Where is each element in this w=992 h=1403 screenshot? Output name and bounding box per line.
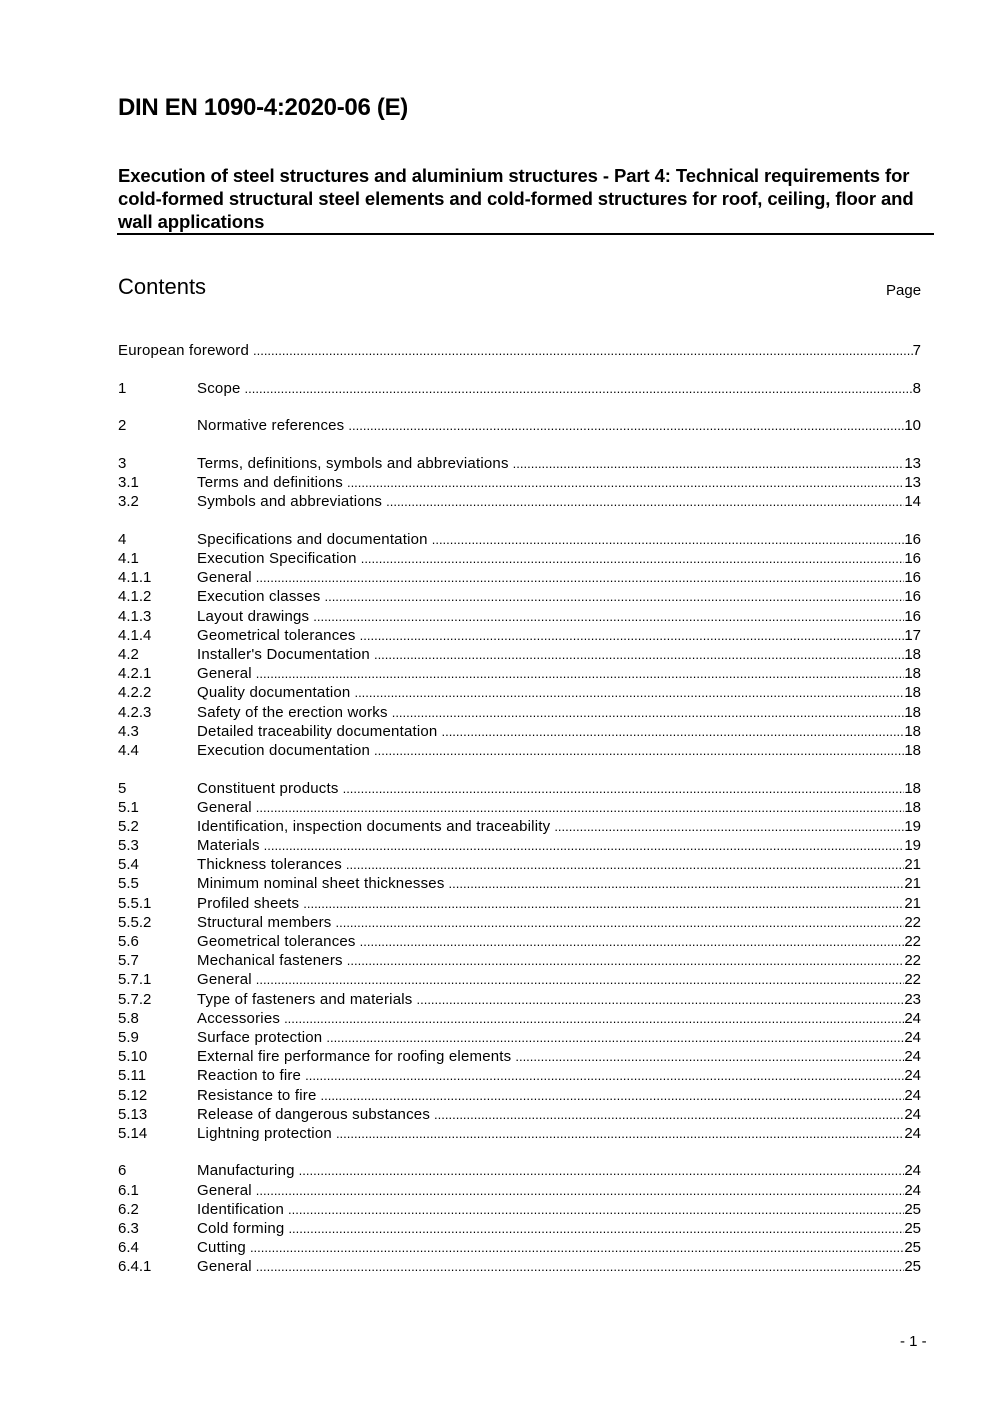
toc-entry-number: 5.13 [118, 1105, 148, 1123]
toc-dot-leader [361, 550, 905, 567]
toc-dot-leader [513, 455, 905, 472]
toc-entry-number: 6.4.1 [118, 1258, 152, 1276]
toc-entry-body [197, 1029, 921, 1046]
toc-entry-page: 24 [904, 1162, 921, 1180]
toc-group [118, 1160, 921, 1275]
toc-entry-title: Layout drawings [197, 607, 310, 625]
toc-entry-page: 21 [904, 894, 921, 912]
toc-entry-body [197, 780, 921, 797]
toc-entry[interactable] [118, 548, 921, 567]
toc-entry-body [197, 1258, 921, 1275]
toc-entry-page: 14 [904, 493, 921, 511]
toc-entry-page: 24 [904, 1124, 921, 1142]
toc-entry-page: 18 [904, 665, 921, 683]
toc-entry-body [197, 646, 921, 663]
toc-entry-number: 5.7.1 [118, 971, 152, 989]
toc-entry-number: 5.5.1 [118, 894, 152, 912]
toc-entry-page: 19 [904, 837, 921, 855]
toc-entry-page: 18 [904, 646, 921, 663]
toc-entry-number: 4.4 [118, 741, 139, 759]
toc-entry-title: Geometrical tolerances [197, 626, 356, 644]
toc-entry[interactable] [118, 873, 921, 892]
toc-dot-leader [256, 1182, 905, 1199]
toc-entry-title: Terms and definitions [197, 474, 343, 492]
toc-entry[interactable] [118, 912, 921, 931]
toc-entry-body [197, 417, 921, 434]
toc-dot-leader [392, 704, 905, 721]
toc-entry-title: Constituent products [197, 779, 339, 797]
toc-entry-number: 5.1 [118, 798, 139, 816]
toc-dot-leader [336, 1125, 904, 1142]
toc-dot-leader [374, 742, 904, 759]
toc-dot-leader [360, 933, 905, 950]
toc-dot-leader [374, 646, 904, 663]
document-title: DIN EN 1090-4:2020-06 (E) [118, 94, 408, 121]
toc-entry-title: Resistance to fire [197, 1086, 317, 1104]
toc-entry[interactable] [118, 491, 921, 510]
toc-entry-body [197, 799, 921, 816]
toc-entry-page: 22 [904, 971, 921, 989]
toc-entry-body [197, 1162, 921, 1179]
toc-entry-title: Materials [197, 837, 260, 855]
toc-dot-leader [284, 1010, 904, 1027]
toc-entry-page: 25 [904, 1239, 921, 1257]
toc-entry[interactable] [118, 1199, 921, 1218]
toc-entry-body [197, 665, 921, 682]
toc-entry-body [197, 704, 921, 721]
toc-entry-title: Cutting [197, 1239, 246, 1257]
toc-entry[interactable] [118, 472, 921, 491]
toc-group [118, 378, 921, 397]
toc-entry-page: 18 [904, 779, 921, 797]
toc-entry-number: 5.5 [118, 875, 139, 893]
toc-entry-title: General [197, 1258, 252, 1276]
document-subtitle: Execution of steel structures and aluminium structures - Part 4: Technical requirements for cold-formed structural steel elements and cold-formed structures for roof, ceiling, floor and wall applications [118, 165, 914, 232]
toc-entry-body [197, 1048, 921, 1065]
toc-entry[interactable] [118, 1218, 921, 1237]
toc-entry[interactable] [118, 1027, 921, 1046]
toc-group [118, 529, 921, 759]
toc-entry[interactable] [118, 1065, 921, 1084]
toc-entry[interactable] [118, 797, 921, 816]
toc-entry[interactable] [118, 1008, 921, 1027]
toc-dot-leader [313, 608, 904, 625]
toc-entry-number: 3 [118, 454, 127, 472]
toc-entry-page: 22 [904, 913, 921, 931]
toc-entry[interactable] [118, 969, 921, 988]
toc-entry-number: 4 [118, 530, 127, 548]
toc-entry-body [197, 531, 921, 548]
toc-entry-title: Thickness tolerances [197, 856, 342, 874]
toc-dot-leader [299, 1162, 905, 1179]
toc-dot-leader [256, 799, 905, 816]
toc-entry-body [197, 550, 921, 567]
toc-entry-number: 5.7.2 [118, 990, 152, 1008]
toc-dot-leader [256, 665, 905, 682]
toc-dot-leader [354, 684, 904, 701]
toc-entry-page: 24 [904, 1067, 921, 1085]
toc-entry-title: Scope [197, 379, 241, 397]
toc-entry-page: 18 [904, 722, 921, 740]
toc-entry[interactable] [118, 777, 921, 796]
toc-dot-leader [434, 1106, 904, 1123]
toc-entry-body [197, 837, 921, 854]
toc-entry-body [197, 991, 921, 1008]
toc-entry-title: General [197, 1181, 252, 1199]
toc-dot-leader [245, 380, 913, 397]
toc-entry-page: 22 [904, 952, 921, 970]
toc-entry-body [197, 474, 921, 491]
toc-entry-title: Profiled sheets [197, 894, 300, 912]
toc-dot-leader [343, 780, 905, 797]
toc-entry-body [118, 342, 921, 359]
toc-entry-number: 5.4 [118, 856, 139, 874]
toc-dot-leader [346, 856, 904, 873]
toc-entry-body [197, 895, 921, 912]
toc-entry-title: Release of dangerous substances [197, 1105, 431, 1123]
toc-entry[interactable] [118, 701, 921, 720]
toc-entry-body [197, 1125, 921, 1142]
toc-dot-leader [288, 1220, 904, 1237]
toc-dot-leader [253, 342, 913, 359]
toc-entry[interactable] [118, 529, 921, 548]
toc-dot-leader [348, 417, 904, 434]
toc-entry-body [197, 627, 921, 644]
toc-dot-leader [449, 875, 905, 892]
toc-entry[interactable] [118, 1123, 921, 1142]
toc-entry-page: 21 [904, 875, 921, 893]
toc-entry-title: Execution classes [197, 588, 321, 606]
toc-entry-page: 23 [904, 990, 921, 1008]
toc-entry-title: Normative references [197, 417, 345, 435]
toc-entry[interactable] [118, 567, 921, 586]
toc-entry-number: 4.3 [118, 722, 139, 740]
toc-entry-page: 18 [904, 741, 921, 759]
toc-entry-title: Safety of the erection works [197, 703, 388, 721]
toc-entry[interactable] [118, 682, 921, 701]
toc-entry[interactable] [118, 988, 921, 1007]
toc-entry-page: 8 [912, 379, 921, 397]
toc-entry-page: 16 [904, 588, 921, 606]
toc-entry-page: 13 [904, 474, 921, 492]
toc-entry-title: Mechanical fasteners [197, 952, 343, 970]
toc-entry-page: 24 [904, 1028, 921, 1046]
toc-entry[interactable] [118, 586, 921, 605]
toc-entry-body [197, 455, 921, 472]
toc-entry-body [197, 1010, 921, 1027]
toc-entry-number: 5 [118, 779, 127, 797]
toc-entry[interactable] [118, 605, 921, 624]
toc-entry-page: 17 [904, 626, 921, 644]
toc-entry[interactable] [118, 854, 921, 873]
title-divider [117, 233, 934, 235]
toc-entry-number: 4.1.1 [118, 569, 152, 587]
toc-entry-body [197, 952, 921, 969]
toc-dot-leader [515, 1048, 904, 1065]
toc-entry[interactable] [118, 1237, 921, 1256]
toc-entry-body [197, 1201, 921, 1218]
toc-entry-title: Installer's Documentation [197, 646, 370, 663]
toc-entry-number: 5.8 [118, 1009, 139, 1027]
toc-entry[interactable] [118, 644, 921, 663]
toc-entry-number: 5.2 [118, 817, 139, 835]
toc-entry[interactable] [118, 415, 921, 434]
toc-entry[interactable] [118, 1104, 921, 1123]
toc-entry-body [197, 875, 921, 892]
toc-entry-body [197, 588, 921, 605]
toc-dot-leader [386, 493, 904, 510]
toc-entry-title: Lightning protection [197, 1124, 332, 1142]
toc-entry[interactable] [118, 453, 921, 472]
toc-entry-number: 2 [118, 417, 127, 435]
toc-entry-page: 18 [904, 798, 921, 816]
toc-entry-title: General [197, 971, 252, 989]
toc-entry-body [197, 1067, 921, 1084]
toc-dot-leader [554, 818, 904, 835]
toc-entry-body [197, 933, 921, 950]
toc-entry[interactable] [118, 950, 921, 969]
toc-entry[interactable] [118, 1084, 921, 1103]
toc-entry-body [197, 684, 921, 701]
toc-entry-number: 6.3 [118, 1220, 139, 1238]
toc-dot-leader [326, 1029, 904, 1046]
table-of-contents [118, 340, 921, 1294]
toc-entry-body [197, 1106, 921, 1123]
toc-entry-page: 24 [904, 1048, 921, 1066]
toc-entry-title: Structural members [197, 913, 332, 931]
toc-dot-leader [288, 1201, 904, 1218]
toc-entry-number: 4.1.2 [118, 588, 152, 606]
toc-entry-page: 24 [904, 1086, 921, 1104]
toc-entry-number: 5.7 [118, 952, 139, 970]
toc-entry-page: 16 [904, 569, 921, 587]
toc-entry-title: Quality documentation [197, 684, 351, 702]
toc-entry-title: Geometrical tolerances [197, 933, 356, 951]
toc-dot-leader [256, 1258, 905, 1275]
toc-entry-title: Reaction to fire [197, 1067, 302, 1085]
toc-entry[interactable] [118, 1256, 921, 1275]
toc-entry-number: 4.1 [118, 550, 139, 568]
toc-entry-title: Cold forming [197, 1220, 285, 1238]
toc-entry-page: 24 [904, 1009, 921, 1027]
toc-dot-leader [264, 837, 905, 854]
toc-dot-leader [360, 627, 905, 644]
toc-entry-title: Detailed traceability documentation [197, 722, 438, 740]
toc-entry-page: 22 [904, 933, 921, 951]
toc-entry-title: Accessories [197, 1009, 281, 1027]
toc-entry[interactable] [118, 625, 921, 644]
toc-entry-body [197, 608, 921, 625]
toc-entry-title: Identification, inspection documents and traceability [197, 817, 551, 835]
toc-dot-leader [416, 991, 904, 1008]
toc-entry-number: 5.9 [118, 1028, 139, 1046]
toc-entry[interactable] [118, 740, 921, 759]
toc-entry-number: 6.1 [118, 1181, 139, 1199]
toc-entry[interactable] [118, 378, 921, 397]
toc-entry-body [197, 569, 921, 586]
toc-entry-body [197, 380, 921, 397]
toc-dot-leader [256, 569, 905, 586]
toc-entry-number: 3.1 [118, 474, 139, 492]
toc-entry-body [197, 1239, 921, 1256]
toc-entry-title: Execution documentation [197, 741, 371, 759]
toc-entry-title: Symbols and abbreviations [197, 493, 383, 511]
toc-entry-page: 18 [904, 684, 921, 702]
toc-entry-number: 5.11 [118, 1067, 147, 1085]
toc-entry-number: 5.3 [118, 837, 139, 855]
toc-entry[interactable] [118, 816, 921, 835]
toc-dot-leader [347, 474, 904, 491]
toc-entry[interactable] [118, 340, 921, 359]
toc-entry-number: 4.2.1 [118, 665, 152, 683]
toc-entry-title: Surface protection [197, 1028, 323, 1046]
toc-entry-page: 13 [904, 454, 921, 472]
toc-entry-body [197, 1182, 921, 1199]
toc-entry-number: 6.4 [118, 1239, 139, 1257]
toc-group [118, 777, 921, 1142]
toc-dot-leader [432, 531, 905, 548]
toc-entry-page: 10 [904, 417, 921, 435]
toc-entry-number: 5.12 [118, 1086, 148, 1104]
toc-entry-number: 3.2 [118, 493, 139, 511]
toc-entry-number: 4.1.4 [118, 626, 152, 644]
toc-entry-number: 6.2 [118, 1200, 139, 1218]
toc-entry-body [197, 971, 921, 988]
toc-entry-page: 16 [904, 550, 921, 568]
toc-entry[interactable] [118, 1046, 921, 1065]
toc-dot-leader [320, 1087, 904, 1104]
toc-dot-leader [324, 588, 904, 605]
toc-entry-title: General [197, 665, 252, 683]
toc-entry-body [197, 1087, 921, 1104]
toc-entry-number: 4.2.3 [118, 703, 152, 721]
toc-entry-body [197, 914, 921, 931]
toc-group [118, 453, 921, 511]
toc-entry-title: Minimum nominal sheet thicknesses [197, 875, 445, 893]
toc-group [118, 340, 921, 359]
toc-entry-body [197, 818, 921, 835]
toc-entry[interactable] [118, 721, 921, 740]
toc-entry-number: 5.10 [118, 1048, 148, 1066]
toc-group [118, 415, 921, 434]
toc-entry-page: 7 [912, 342, 921, 360]
toc-entry-body [197, 742, 921, 759]
toc-entry-body [197, 493, 921, 510]
page-number: - 1 - [900, 1333, 927, 1350]
toc-entry[interactable] [118, 892, 921, 911]
toc-entry-title: General [197, 798, 252, 816]
toc-entry-page: 16 [904, 607, 921, 625]
toc-entry-page: 19 [904, 817, 921, 835]
toc-entry-number: 5.5.2 [118, 913, 152, 931]
toc-entry-title: European foreword [118, 342, 249, 360]
toc-dot-leader [305, 1067, 904, 1084]
toc-dot-leader [250, 1239, 904, 1256]
contents-heading: Contents [118, 274, 207, 299]
toc-entry[interactable] [118, 1160, 921, 1179]
toc-entry-number: 4.1.3 [118, 607, 152, 625]
toc-entry-title: Manufacturing [197, 1162, 295, 1180]
toc-entry-body [197, 856, 921, 873]
toc-entry-page: 16 [904, 530, 921, 548]
toc-entry[interactable] [118, 931, 921, 950]
toc-entry-number: 4.2.2 [118, 684, 152, 702]
toc-dot-leader [335, 914, 904, 931]
toc-entry-title: Execution Specification [197, 550, 357, 568]
toc-entry-title: Identification [197, 1200, 285, 1218]
toc-entry-number: 1 [118, 379, 127, 397]
toc-entry-page: 24 [904, 1181, 921, 1199]
toc-dot-leader [303, 895, 904, 912]
toc-entry-body [197, 723, 921, 740]
toc-entry[interactable] [118, 663, 921, 682]
toc-entry-number: 4.2 [118, 646, 139, 663]
toc-entry-page: 25 [904, 1200, 921, 1218]
toc-entry-title: Terms, definitions, symbols and abbreviations [197, 454, 509, 472]
toc-entry[interactable] [118, 1179, 921, 1198]
toc-dot-leader [441, 723, 904, 740]
toc-entry-title: Specifications and documentation [197, 530, 428, 548]
toc-entry-body [197, 1220, 921, 1237]
toc-entry-title: Type of fasteners and materials [197, 990, 413, 1008]
toc-entry-number: 6 [118, 1162, 127, 1180]
page-column-label: Page [886, 282, 922, 299]
toc-dot-leader [256, 971, 905, 988]
toc-entry-page: 18 [904, 703, 921, 721]
toc-entry-title: External fire performance for roofing elements [197, 1048, 512, 1066]
toc-dot-leader [347, 952, 905, 969]
toc-entry-page: 25 [904, 1258, 921, 1276]
toc-entry[interactable] [118, 835, 921, 854]
toc-entry-page: 21 [904, 856, 921, 874]
toc-entry-number: 5.14 [118, 1124, 148, 1142]
toc-entry-page: 24 [904, 1105, 921, 1123]
toc-entry-number: 5.6 [118, 933, 139, 951]
toc-entry-title: General [197, 569, 252, 587]
toc-entry-page: 25 [904, 1220, 921, 1238]
